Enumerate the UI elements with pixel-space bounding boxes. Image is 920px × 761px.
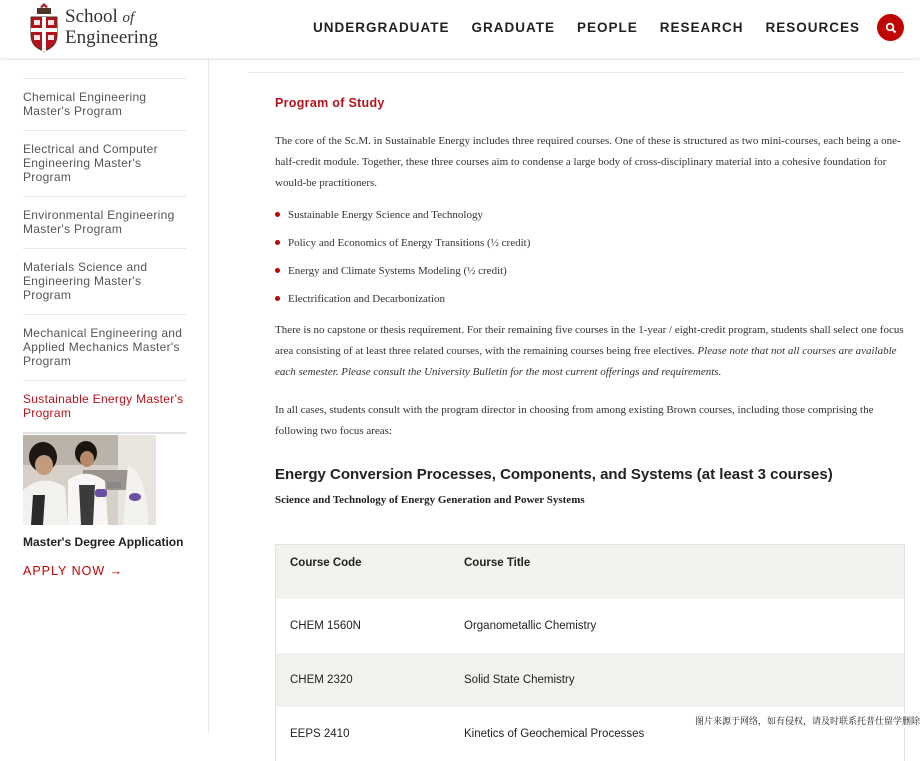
section-title: Program of Study bbox=[275, 96, 385, 110]
course-code: EEPS 2410 bbox=[290, 728, 350, 740]
table-row bbox=[276, 653, 904, 707]
list-item: Electrification and Decarbonization bbox=[275, 292, 905, 306]
table-row bbox=[276, 599, 904, 653]
sidebar-item-electrical-computer-engineering[interactable]: Electrical and Computer Engineering Master's Program bbox=[23, 130, 186, 196]
sidebar-item-mechanical-engineering[interactable]: Mechanical Engineering and Applied Mechanics Master's Program bbox=[23, 314, 186, 380]
image-source-watermark: 图片来源于网络，如有侵权，请及时联系托普仕留学删除 bbox=[692, 713, 920, 728]
nav-undergraduate[interactable]: UNDERGRADUATE bbox=[312, 20, 450, 35]
apply-now-link[interactable]: APPLY NOW → bbox=[23, 564, 124, 578]
header-course-code: Course Code bbox=[290, 557, 362, 569]
course-title: Solid State Chemistry bbox=[464, 674, 575, 686]
sidebar-item-materials-science[interactable]: Materials Science and Engineering Master's Program bbox=[23, 248, 186, 314]
list-item: Energy and Climate Systems Modeling (½ credit) bbox=[275, 264, 905, 278]
search-button[interactable] bbox=[877, 14, 904, 41]
focus-area-subheading: Science and Technology of Energy Generation and Power Systems bbox=[275, 494, 585, 506]
logo-wordmark bbox=[65, 7, 158, 48]
table-header-row bbox=[276, 545, 904, 599]
nav-graduate[interactable]: GRADUATE bbox=[471, 20, 555, 35]
site-header bbox=[0, 0, 920, 58]
main-content bbox=[275, 96, 905, 506]
course-code: CHEM 2320 bbox=[290, 674, 353, 686]
sidebar-divider bbox=[23, 432, 186, 434]
sidebar-item-chemical-engineering[interactable]: Chemical Engineering Master's Program bbox=[23, 78, 186, 130]
course-table bbox=[275, 544, 905, 761]
nav-people[interactable]: PEOPLE bbox=[576, 20, 638, 35]
logo-of: of bbox=[122, 9, 135, 26]
students-lab-photo bbox=[23, 435, 156, 525]
sidebar-item-environmental-engineering[interactable]: Environmental Engineering Master's Program bbox=[23, 196, 186, 248]
required-courses-list bbox=[275, 208, 905, 306]
requirements-note: Please note that not all courses are available each semester. Please consult the University Bulletin for the most current offerings and requirements. bbox=[275, 345, 897, 378]
sidebar bbox=[0, 58, 209, 734]
header-course-title: Course Title bbox=[464, 557, 531, 569]
nav-research[interactable]: RESEARCH bbox=[659, 20, 744, 35]
course-title: Kinetics of Geochemical Processes bbox=[464, 728, 645, 740]
requirements-text: There is no capstone or thesis requirement. For their remaining five courses in the 1-year / eight-credit program, students shall select one focus area consisting of at least three related courses, with the remaining courses being free electives. bbox=[275, 324, 904, 357]
search-icon bbox=[885, 22, 897, 34]
focus-area-heading: Energy Conversion Processes, Components, and Systems (at least 3 courses) bbox=[275, 466, 833, 483]
school-logo[interactable] bbox=[28, 1, 158, 53]
apply-title: Master's Degree Application bbox=[23, 535, 184, 549]
brown-shield-icon bbox=[28, 1, 60, 53]
logo-school: School bbox=[65, 5, 118, 27]
intro-paragraph: The core of the Sc.M. in Sustainable Energy includes three required courses. One of these is structured as two mini-courses, each being a one-half-credit module. Together, these three courses aim to condense a large body of cross-disciplinary material into a cohesive foundation for would-be practitioners. bbox=[275, 135, 901, 189]
logo-engineering: Engineering bbox=[65, 26, 158, 48]
course-code: CHEM 1560N bbox=[290, 620, 361, 632]
content-divider bbox=[248, 72, 904, 73]
sidebar-item-sustainable-energy[interactable]: Sustainable Energy Master's Program bbox=[23, 380, 186, 432]
list-item: Policy and Economics of Energy Transitions (½ credit) bbox=[275, 236, 905, 250]
course-title: Organometallic Chemistry bbox=[464, 620, 597, 632]
list-item: Sustainable Energy Science and Technology bbox=[275, 208, 905, 222]
main-nav bbox=[291, 20, 860, 35]
nav-resources[interactable]: RESOURCES bbox=[765, 20, 860, 35]
requirements-paragraph bbox=[275, 320, 905, 383]
sidebar-nav bbox=[23, 78, 186, 434]
focus-areas-paragraph: In all cases, students consult with the program director in choosing from among existing Brown courses, including those comprising the following two focus areas: bbox=[275, 404, 874, 437]
